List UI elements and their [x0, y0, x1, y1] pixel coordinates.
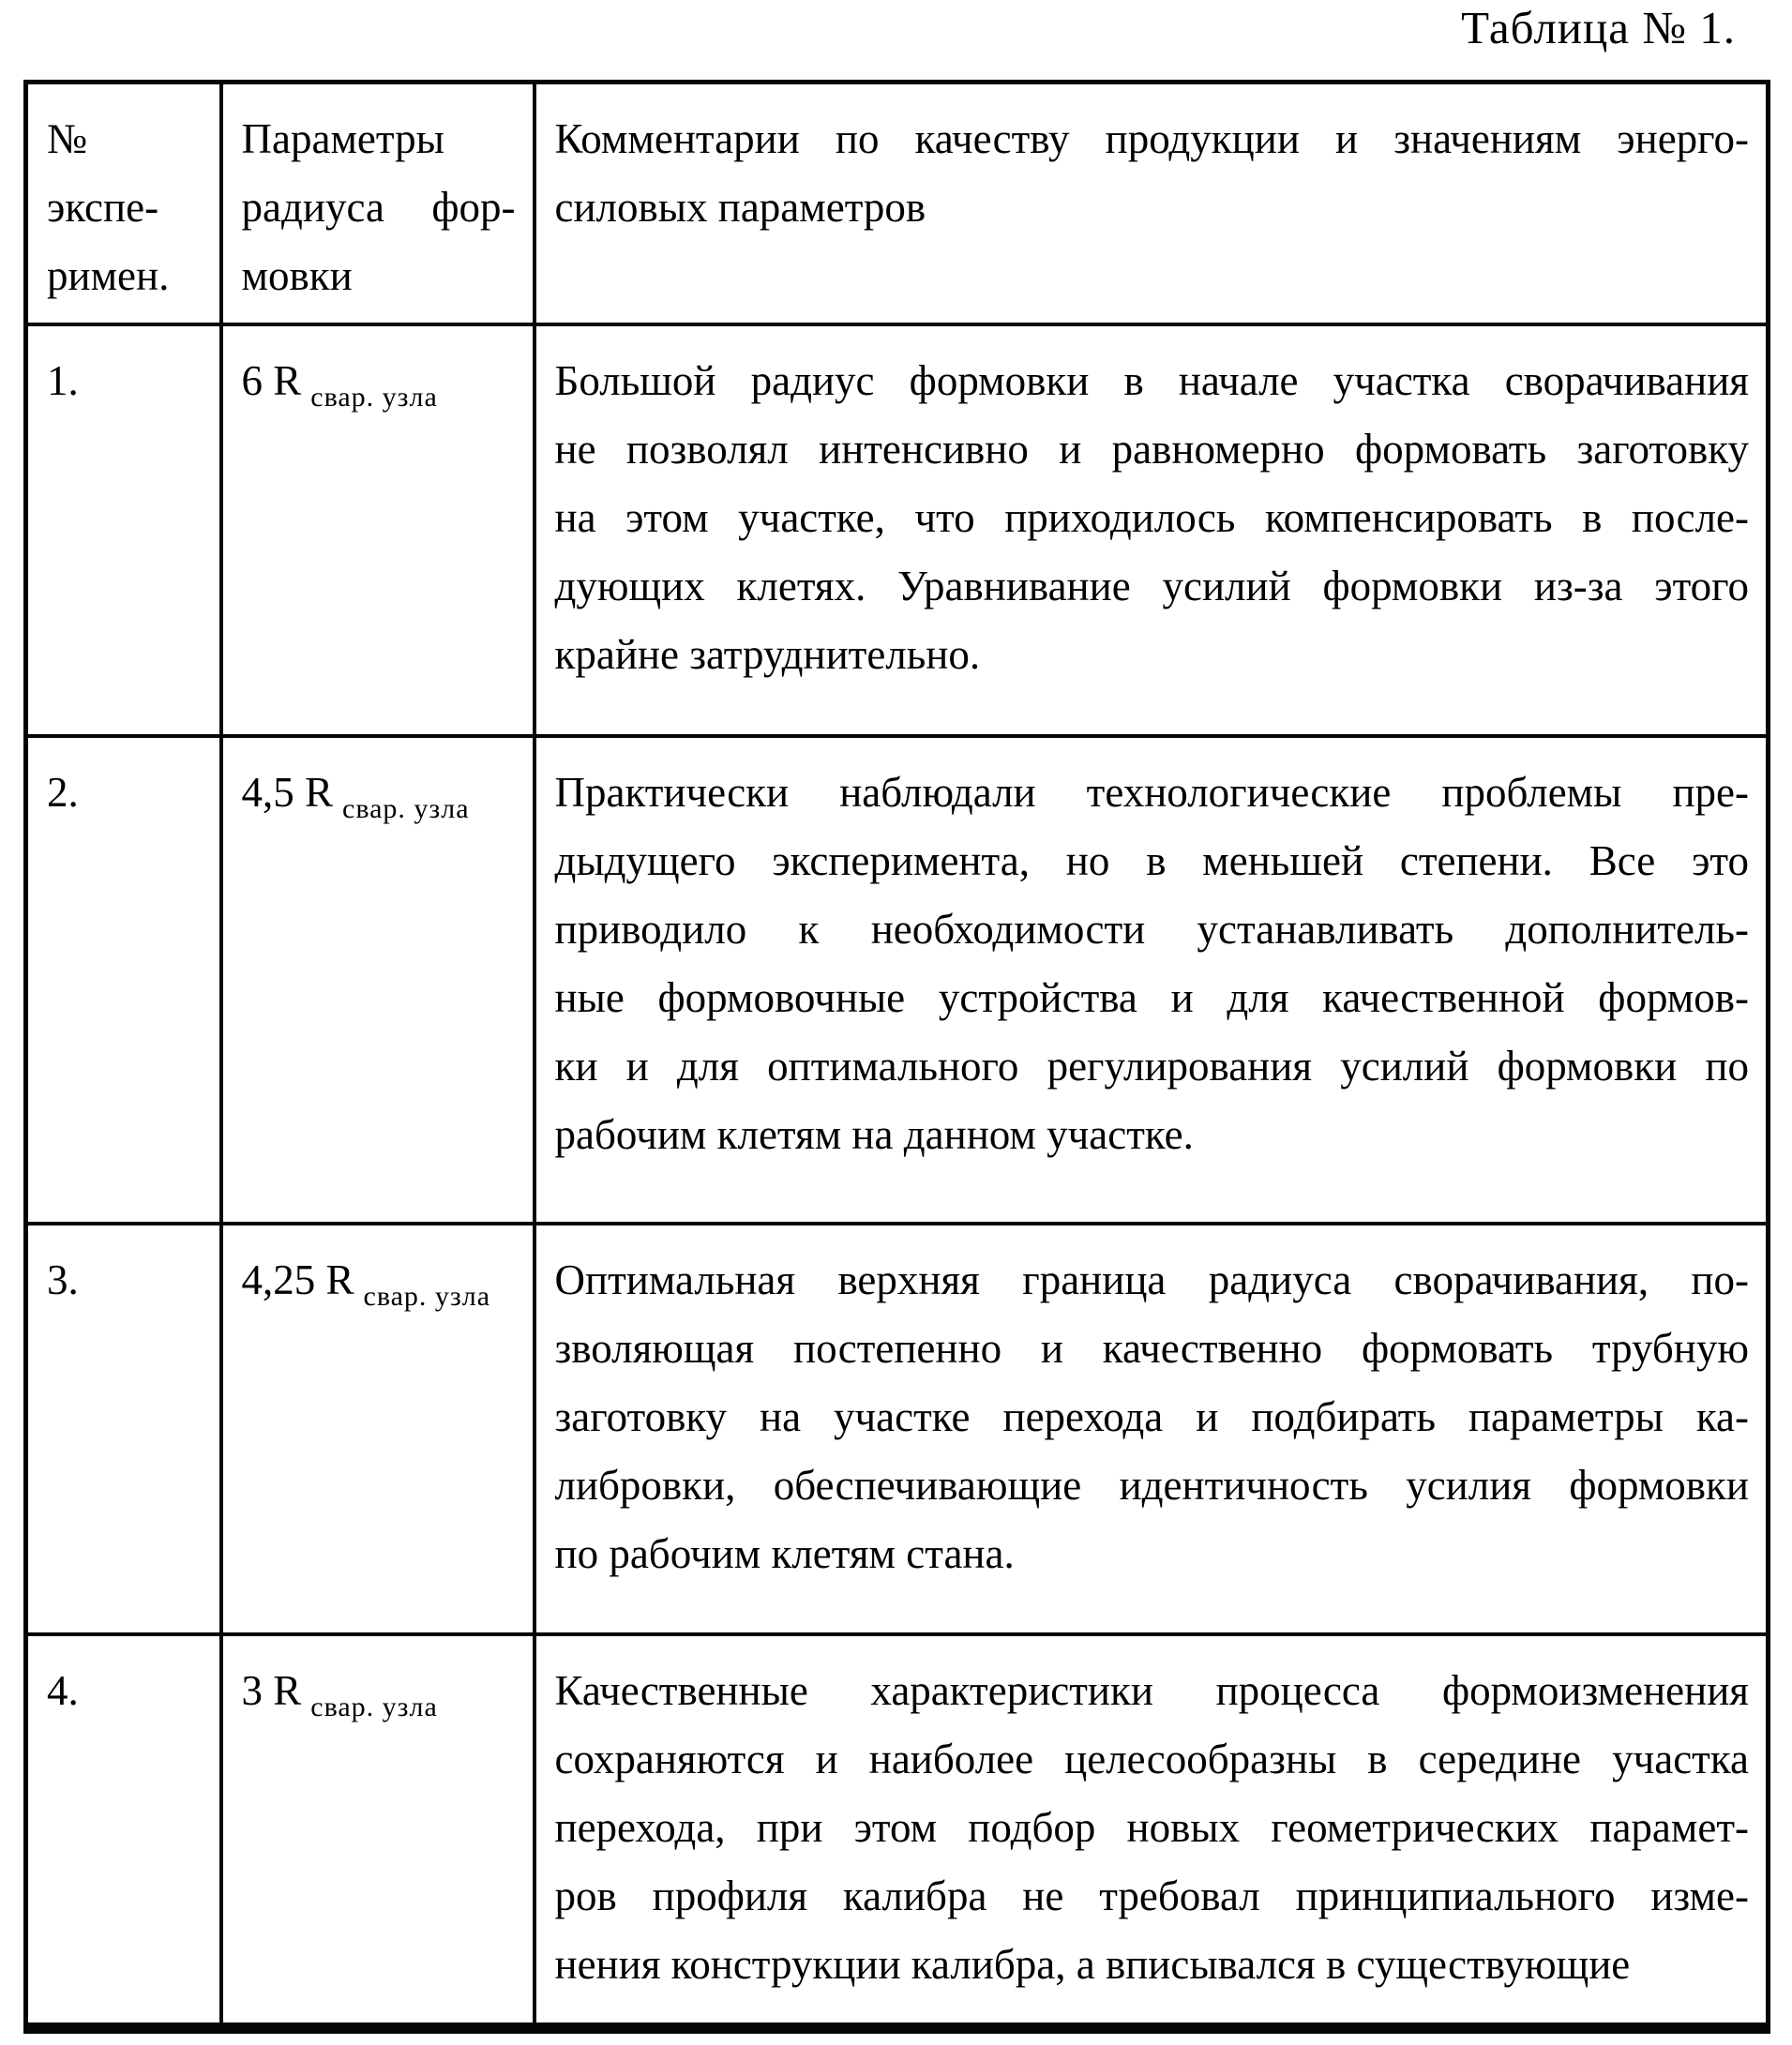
experiment-number-cell: 3. — [26, 1224, 221, 1634]
forming-radius-cell — [221, 1634, 535, 2028]
radius-value: 3 R — [241, 1666, 302, 1714]
table-row — [26, 1224, 1769, 1634]
radius-subscript: свар. узла — [310, 1691, 438, 1722]
radius-subscript: свар. узла — [310, 381, 438, 413]
experiments-table — [23, 80, 1770, 2034]
experiment-number-cell: 4. — [26, 1634, 221, 2028]
comment-cell: Качественные характеристики процесса формоизменения сохраняются и наиболее целесообразны в середине участка перехода, при этом подбор новых геометрических парамет- ров профиля калибра не требовал принципиального изме- нения конструкции калибра, а вписывался в существующие — [535, 1634, 1769, 2028]
forming-radius-cell — [221, 736, 535, 1224]
experiment-number-cell: 2. — [26, 736, 221, 1224]
header-cell-comments: Комментарии по качеству продукции и значениям энерго- силовых параметров — [535, 83, 1769, 324]
radius-value: 6 R — [241, 356, 302, 404]
radius-subscript: свар. узла — [363, 1280, 491, 1312]
forming-radius-cell — [221, 1224, 535, 1634]
radius-subscript: свар. узла — [342, 792, 470, 824]
comment-cell: Оптимальная верхняя граница радиуса сворачивания, по- зволяющая постепенно и качественно формовать трубную заготовку на участке перехода и подбирать параметры ка- либровки, обеспечивающие идентичность усилия формовки по рабочим клетям стана. — [535, 1224, 1769, 1634]
radius-value: 4,5 R — [241, 768, 334, 816]
header-cell-forming-radius: Параметры радиуса фор- мовки — [221, 83, 535, 324]
header-row — [26, 83, 1769, 324]
forming-radius-cell — [221, 324, 535, 736]
comment-cell: Большой радиус формовки в начале участка сворачивания не позволял интенсивно и равномерно формовать заготовку на этом участке, что приходилось компенсировать в после- дующих клетях. Уравнивание усилий формовки из-за этого крайне затруднительно. — [535, 324, 1769, 736]
radius-value: 4,25 R — [241, 1256, 354, 1303]
header-cell-experiment-number: № экспе- римен. — [26, 83, 221, 324]
table-title: Таблица № 1. — [1461, 2, 1736, 53]
table-row — [26, 1634, 1769, 2028]
table-row — [26, 324, 1769, 736]
table-row — [26, 736, 1769, 1224]
comment-cell: Практически наблюдали технологические проблемы пре- дыдущего эксперимента, но в меньшей степени. Все это приводило к необходимости устанавливать дополнитель- ные формовочные устройства и для качественной формов- ки и для оптимального регулирования усилий формовки по рабочим клетям на данном участке. — [535, 736, 1769, 1224]
experiment-number-cell: 1. — [26, 324, 221, 736]
